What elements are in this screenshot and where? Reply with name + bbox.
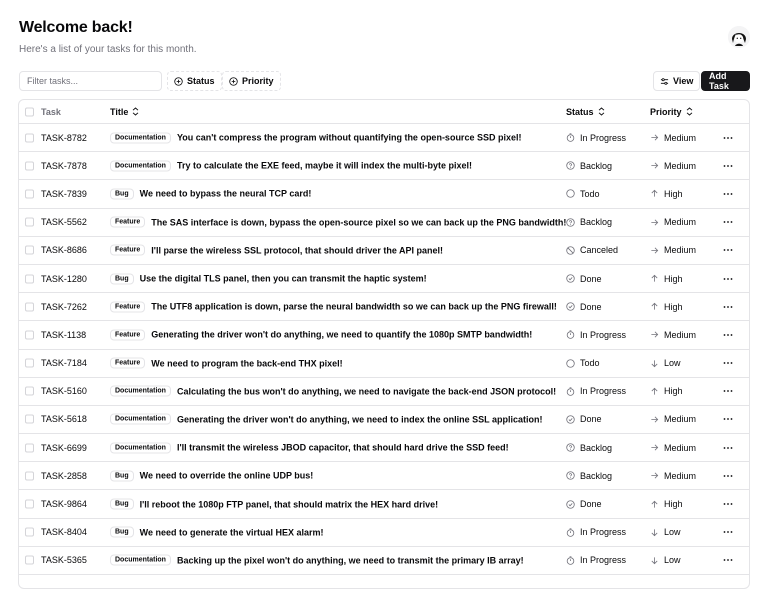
task-priority-label: High	[664, 273, 683, 284]
task-status	[566, 555, 626, 565]
row-checkbox[interactable]	[25, 246, 34, 255]
task-label-badge: Documentation	[110, 386, 171, 397]
task-id: TASK-8404	[41, 527, 87, 538]
check-circle-icon	[566, 302, 575, 311]
task-status-label: Backlog	[580, 470, 613, 481]
arrow-right-icon	[650, 471, 659, 480]
task-title: We need to bypass the neural TCP card!	[139, 188, 312, 199]
add-task-button[interactable]	[701, 71, 750, 91]
task-priority	[650, 302, 683, 312]
table-row[interactable]	[19, 490, 749, 518]
page-header	[19, 18, 197, 56]
task-title-cell	[110, 499, 439, 510]
add-task-label: Add Task	[709, 71, 729, 91]
toolbar	[19, 71, 750, 91]
tasks-table	[18, 99, 750, 589]
task-priority-label: Medium	[664, 329, 697, 340]
task-id: TASK-5562	[41, 217, 87, 228]
arrow-up-icon	[650, 500, 659, 509]
status-filter-label: Status	[187, 76, 215, 86]
row-checkbox[interactable]	[25, 161, 34, 170]
column-header-priority[interactable]	[650, 107, 698, 117]
task-status	[566, 499, 602, 509]
arrow-down-icon	[650, 359, 659, 368]
task-status	[566, 358, 600, 368]
more-horizontal-icon[interactable]	[723, 473, 733, 479]
task-priority	[650, 414, 696, 424]
task-priority-label: Medium	[664, 160, 697, 171]
user-avatar-icon	[728, 26, 750, 48]
task-title-cell	[110, 329, 533, 340]
task-label-badge: Documentation	[110, 555, 171, 566]
row-checkbox[interactable]	[25, 443, 34, 452]
task-priority-label: High	[664, 386, 683, 397]
timer-icon	[566, 133, 575, 142]
arrow-down-icon	[650, 556, 659, 565]
row-checkbox[interactable]	[25, 133, 34, 142]
priority-filter-label: Priority	[242, 76, 274, 86]
help-circle-icon	[566, 218, 575, 227]
task-title-cell	[110, 217, 567, 228]
task-label-badge: Bug	[110, 527, 134, 538]
sort-icon	[132, 107, 139, 116]
row-checkbox[interactable]	[25, 359, 34, 368]
task-priority	[650, 245, 696, 255]
select-all-checkbox[interactable]	[25, 107, 34, 116]
task-title: Use the digital TLS panel, then you can transmit the haptic system!	[139, 273, 427, 284]
table-body	[19, 124, 749, 575]
check-circle-icon	[566, 274, 575, 283]
task-title: We need to program the back-end THX pixel!	[151, 358, 343, 369]
row-checkbox[interactable]	[25, 189, 34, 198]
task-priority	[650, 555, 681, 565]
task-title: I'll parse the wireless SSL protocol, that should driver the API panel!	[151, 245, 444, 256]
arrow-right-icon	[650, 133, 659, 142]
task-priority-label: High	[664, 499, 683, 510]
arrow-right-icon	[650, 218, 659, 227]
row-checkbox[interactable]	[25, 302, 34, 311]
more-horizontal-icon[interactable]	[723, 360, 733, 366]
table-row[interactable]	[19, 237, 749, 265]
column-header-priority-label: Priority	[650, 106, 682, 117]
more-horizontal-icon[interactable]	[723, 219, 733, 225]
task-title: Calculating the bus won't do anything, we need to navigate the back-end JSON protocol!	[176, 386, 557, 397]
task-status	[566, 133, 626, 143]
help-circle-icon	[566, 161, 575, 170]
column-header-status[interactable]	[566, 107, 610, 117]
task-status-label: Done	[580, 414, 602, 425]
table-row[interactable]	[19, 462, 749, 490]
task-status-label: In Progress	[580, 555, 627, 566]
arrow-right-icon	[650, 443, 659, 452]
task-priority-label: High	[664, 188, 683, 199]
task-title-cell	[110, 555, 524, 566]
task-label-badge: Documentation	[110, 414, 171, 425]
task-label-badge: Feature	[110, 329, 145, 340]
page-subtitle: Here's a list of your tasks for this month.	[19, 44, 197, 55]
sliders-icon	[660, 77, 669, 86]
task-id: TASK-5160	[41, 386, 87, 397]
row-checkbox[interactable]	[25, 471, 34, 480]
task-id: TASK-1138	[41, 329, 87, 340]
view-label: View	[673, 76, 694, 86]
task-priority-label: Medium	[664, 442, 697, 453]
task-status	[566, 161, 612, 171]
task-title: We need to override the online UDP bus!	[139, 470, 314, 481]
arrow-right-icon	[650, 246, 659, 255]
row-checkbox[interactable]	[25, 330, 34, 339]
column-header-task: Task	[41, 106, 61, 117]
circle-icon	[566, 189, 575, 198]
task-status	[566, 217, 612, 227]
task-status-label: Done	[580, 273, 602, 284]
arrow-up-icon	[650, 274, 659, 283]
task-title: The SAS interface is down, bypass the open-source pixel so we can back up the PNG bandwidth!	[151, 217, 567, 228]
task-title-cell	[110, 386, 557, 397]
more-horizontal-icon[interactable]	[723, 163, 733, 169]
task-priority-label: Medium	[664, 414, 697, 425]
task-status	[566, 527, 626, 537]
task-priority-label: Medium	[664, 245, 697, 256]
task-priority	[650, 189, 683, 199]
arrow-right-icon	[650, 161, 659, 170]
table-header-row	[19, 100, 749, 124]
task-priority	[650, 499, 683, 509]
task-status	[566, 471, 612, 481]
check-circle-icon	[566, 500, 575, 509]
task-status-label: Todo	[580, 358, 600, 369]
filter-tasks-input[interactable]	[19, 71, 162, 91]
task-id: TASK-5365	[41, 555, 87, 566]
task-priority-label: Low	[664, 555, 681, 566]
timer-icon	[566, 528, 575, 537]
task-label-badge: Documentation	[110, 442, 171, 453]
task-priority	[650, 527, 681, 537]
task-priority	[650, 443, 696, 453]
task-label-badge: Bug	[110, 470, 134, 481]
column-header-status-label: Status	[566, 106, 594, 117]
task-title-cell	[110, 470, 313, 481]
help-circle-icon	[566, 471, 575, 480]
task-title-cell	[110, 527, 324, 538]
task-status-label: In Progress	[580, 329, 627, 340]
task-id: TASK-7184	[41, 358, 87, 369]
avatar[interactable]	[728, 26, 750, 48]
table-row[interactable]	[19, 378, 749, 406]
task-label-badge: Documentation	[110, 160, 171, 171]
task-title: The UTF8 application is down, parse the neural bandwidth so we can back up the PNG firewall!	[151, 301, 557, 312]
task-status-label: Done	[580, 499, 602, 510]
task-priority-label: Medium	[664, 470, 697, 481]
row-checkbox[interactable]	[25, 274, 34, 283]
more-horizontal-icon[interactable]	[723, 247, 733, 253]
task-label-badge: Feature	[110, 245, 145, 256]
table-row[interactable]	[19, 547, 749, 575]
task-title-cell	[110, 301, 557, 312]
timer-icon	[566, 330, 575, 339]
row-checkbox[interactable]	[25, 387, 34, 396]
row-checkbox[interactable]	[25, 528, 34, 537]
table-row[interactable]	[19, 434, 749, 462]
more-horizontal-icon[interactable]	[723, 529, 733, 535]
task-label-badge: Bug	[110, 499, 134, 510]
task-status-label: Backlog	[580, 160, 613, 171]
more-horizontal-icon[interactable]	[723, 445, 733, 451]
task-priority	[650, 217, 696, 227]
task-priority-label: Low	[664, 527, 681, 538]
task-status-label: Backlog	[580, 442, 613, 453]
sort-icon	[598, 107, 605, 116]
task-title-cell	[110, 358, 343, 369]
task-status	[566, 414, 602, 424]
arrow-up-icon	[650, 387, 659, 396]
task-status	[566, 274, 602, 284]
timer-icon	[566, 387, 575, 396]
page-title: Welcome back!	[19, 19, 133, 36]
table-row[interactable]	[19, 321, 749, 349]
task-status-label: In Progress	[580, 527, 627, 538]
timer-icon	[566, 556, 575, 565]
more-horizontal-icon[interactable]	[723, 332, 733, 338]
more-horizontal-icon[interactable]	[723, 304, 733, 310]
more-horizontal-icon[interactable]	[723, 557, 733, 563]
arrow-right-icon	[650, 330, 659, 339]
task-label-badge: Feature	[110, 358, 145, 369]
arrow-down-icon	[650, 528, 659, 537]
plus-circle-icon	[174, 77, 183, 86]
task-status	[566, 189, 600, 199]
task-status	[566, 302, 602, 312]
task-title: Generating the driver won't do anything, we need to index the online SSL application!	[176, 414, 543, 425]
task-priority	[650, 133, 696, 143]
table-row[interactable]	[19, 124, 749, 152]
task-label-badge: Feature	[110, 301, 145, 312]
task-id: TASK-2858	[41, 470, 87, 481]
task-priority	[650, 274, 683, 284]
task-status	[566, 245, 618, 255]
task-title-cell	[110, 245, 444, 256]
task-title: We need to generate the virtual HEX alarm!	[139, 527, 324, 538]
view-button[interactable]	[653, 71, 700, 91]
task-label-badge: Bug	[110, 188, 134, 199]
task-priority-label: Medium	[664, 132, 697, 143]
row-checkbox[interactable]	[25, 415, 34, 424]
circle-icon	[566, 359, 575, 368]
sort-icon	[686, 107, 693, 116]
task-id: TASK-6699	[41, 442, 87, 453]
task-id: TASK-7839	[41, 188, 87, 199]
task-priority-label: Low	[664, 358, 681, 369]
task-status-label: Backlog	[580, 217, 613, 228]
task-id: TASK-9864	[41, 499, 87, 510]
table-row[interactable]	[19, 519, 749, 547]
table-row[interactable]	[19, 406, 749, 434]
table-row[interactable]	[19, 180, 749, 208]
task-label-badge: Documentation	[110, 132, 171, 143]
task-id: TASK-1280	[41, 273, 87, 284]
row-checkbox[interactable]	[25, 218, 34, 227]
task-id: TASK-7262	[41, 301, 87, 312]
priority-filter-button[interactable]	[222, 71, 281, 91]
check-circle-icon	[566, 415, 575, 424]
more-horizontal-icon[interactable]	[723, 388, 733, 394]
column-header-title[interactable]	[110, 107, 139, 117]
task-title-cell	[110, 273, 427, 284]
more-horizontal-icon[interactable]	[723, 416, 733, 422]
task-priority	[650, 330, 696, 340]
task-priority	[650, 358, 681, 368]
more-horizontal-icon[interactable]	[723, 276, 733, 282]
task-status-label: In Progress	[580, 386, 627, 397]
table-row[interactable]	[19, 209, 749, 237]
more-horizontal-icon[interactable]	[723, 135, 733, 141]
status-filter-button[interactable]	[167, 71, 222, 91]
task-priority	[650, 161, 696, 171]
task-title-cell	[110, 160, 473, 171]
cancel-circle-icon	[566, 246, 575, 255]
task-status	[566, 386, 626, 396]
table-row[interactable]	[19, 350, 749, 378]
arrow-up-icon	[650, 189, 659, 198]
more-horizontal-icon[interactable]	[723, 191, 733, 197]
task-title-cell	[110, 132, 522, 143]
task-id: TASK-5618	[41, 414, 87, 425]
task-label-badge: Bug	[110, 273, 134, 284]
task-status-label: Canceled	[580, 245, 619, 256]
task-priority	[650, 386, 683, 396]
task-id: TASK-7878	[41, 160, 87, 171]
task-title: Backing up the pixel won't do anything, we need to transmit the primary IB array!	[176, 555, 524, 566]
task-id: TASK-8782	[41, 132, 87, 143]
arrow-right-icon	[650, 415, 659, 424]
task-title: Try to calculate the EXE feed, maybe it will index the multi-byte pixel!	[176, 160, 473, 171]
row-checkbox[interactable]	[25, 500, 34, 509]
task-title: Generating the driver won't do anything, we need to quantify the 1080p SMTP bandwidth!	[151, 329, 533, 340]
row-checkbox[interactable]	[25, 556, 34, 565]
task-priority	[650, 471, 696, 481]
task-id: TASK-8686	[41, 245, 87, 256]
plus-circle-icon	[229, 77, 238, 86]
task-priority-label: High	[664, 301, 683, 312]
task-title: You can't compress the program without quantifying the open-source SSD pixel!	[176, 132, 522, 143]
task-title-cell	[110, 188, 311, 199]
table-row[interactable]	[19, 265, 749, 293]
task-title: I'll reboot the 1080p FTP panel, that should matrix the HEX hard drive!	[139, 499, 439, 510]
task-title-cell	[110, 442, 509, 453]
help-circle-icon	[566, 443, 575, 452]
task-title-cell	[110, 414, 543, 425]
task-priority-label: Medium	[664, 217, 697, 228]
task-status-label: In Progress	[580, 132, 627, 143]
table-row[interactable]	[19, 152, 749, 180]
task-status-label: Done	[580, 301, 602, 312]
table-row[interactable]	[19, 293, 749, 321]
task-status	[566, 330, 626, 340]
task-title: I'll transmit the wireless JBOD capacitor, that should hard drive the SSD feed!	[176, 442, 509, 453]
more-horizontal-icon[interactable]	[723, 501, 733, 507]
task-status-label: Todo	[580, 188, 600, 199]
arrow-up-icon	[650, 302, 659, 311]
task-label-badge: Feature	[110, 217, 145, 228]
column-header-title-label: Title	[110, 106, 129, 117]
task-status	[566, 443, 612, 453]
